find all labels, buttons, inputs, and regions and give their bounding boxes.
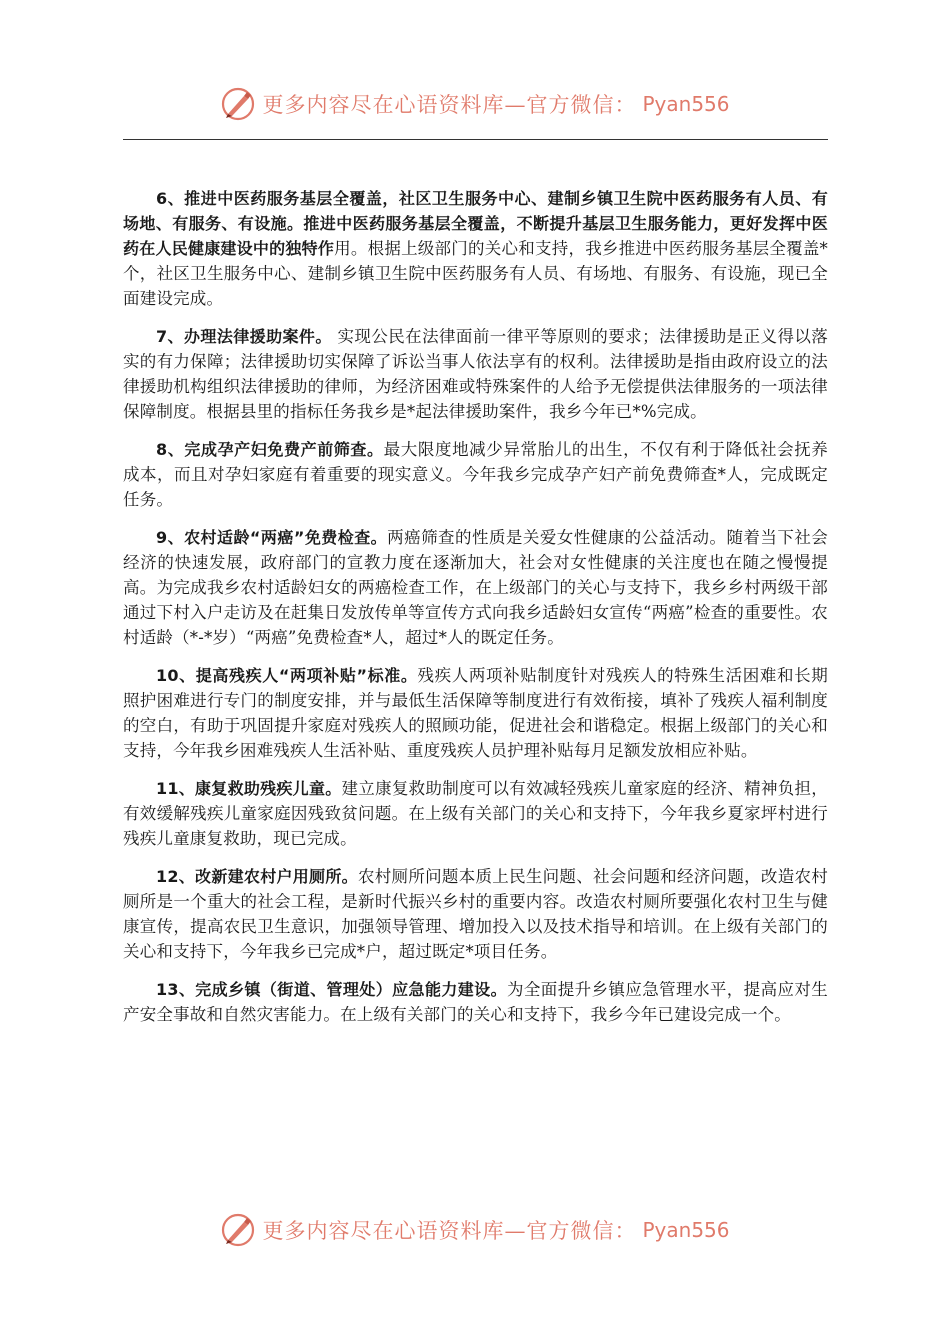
paragraph-heading: 6、推进中医药服务基层全覆盖，社区卫生服务中心、建制乡镇卫生院中医药服务有人员、有场地、有服务、有设施。推进中医药服务基层全覆盖，不断提升基层卫生服务能力，更好发挥中医药在人民健康建设中的独特作 (123, 189, 828, 258)
watermark-handle: Pyan556 (642, 92, 730, 116)
paragraph-text: 为全面提升乡镇应急管理水平，提高应对生产安全事故和自然灾害能力。在上级有关部门的关心和支持下，我乡今年已建设完成一个。 (123, 980, 828, 1024)
footer-watermark (0, 1210, 950, 1250)
watermark-handle: Pyan556 (642, 1218, 730, 1242)
paragraph-heading: 7、办理法律援助案件。 (156, 327, 332, 346)
paragraph-12 (123, 864, 828, 964)
paragraph-heading: 11、康复救助残疾儿童。 (156, 779, 342, 798)
header-watermark (0, 84, 950, 124)
paragraph-heading: 12、改新建农村户用厕所。 (156, 867, 358, 886)
paragraph-11 (123, 776, 828, 851)
paragraph-text: 两癌筛查的性质是关爱女性健康的公益活动。随着当下社会经济的快速发展，政府部门的宣教力度在逐渐加大，社会对女性健康的关注度也在随之慢慢提高。为完成我乡农村适龄妇女的两癌检查工作，在上级部门的关心与支持下，我乡乡村两级干部通过下村入户走访及在赶集日发放传单等宣传方式向我乡适龄妇女宣传“两癌”检查的重要性。农村适龄（*-*岁）“两癌”免费检查*人，超过*人的既定任务。 (123, 528, 828, 647)
paragraph-text: 建立康复救助制度可以有效减轻残疾儿童家庭的经济、精神负担，有效缓解残疾儿童家庭因残致贫问题。在上级有关部门的关心和支持下，今年我乡夏家坪村进行残疾儿童康复救助，现已完成。 (123, 779, 828, 848)
paragraph-text: 农村厕所问题本质上民生问题、社会问题和经济问题，改造农村厕所是一个重大的社会工程，是新时代振兴乡村的重要内容。改造农村厕所要强化农村卫生与健康宣传，提高农民卫生意识，加强领导管理、增加投入以及技术指导和培训。在上级有关部门的关心和支持下，今年我乡已完成*户，超过既定*项目任务。 (123, 867, 828, 961)
paragraph-text: 用。根据上级部门的关心和支持，我乡推进中医药服务基层全覆盖*个，社区卫生服务中心、建制乡镇卫生院中医药服务有人员、有场地、有服务、有设施，现已全面建设完成。 (123, 239, 828, 308)
paragraph-7 (123, 324, 828, 424)
paragraph-heading: 10、提高残疾人“两项补贴”标准。 (156, 666, 418, 685)
paragraph-6 (123, 186, 828, 311)
paragraph-heading: 8、完成孕产妇免费产前筛查。 (156, 440, 384, 459)
paragraph-heading: 13、完成乡镇（街道、管理处）应急能力建设。 (156, 980, 507, 999)
paragraph-10 (123, 663, 828, 763)
document-body (123, 186, 828, 1040)
pen-logo-icon (220, 1212, 256, 1248)
paragraph-text: 残疾人两项补贴制度针对残疾人的特殊生活困难和长期照护困难进行专门的制度安排，并与最低生活保障等制度进行有效衔接，填补了残疾人福利制度的空白，有助于巩固提升家庭对残疾人的照顾功能，促进社会和谐稳定。根据上级部门的关心和支持，今年我乡困难残疾人生活补贴、重度残疾人员护理补贴每月足额发放相应补贴。 (123, 666, 828, 760)
paragraph-13 (123, 977, 828, 1027)
paragraph-text: 最大限度地减少异常胎儿的出生，不仅有利于降低社会抚养成本，而且对孕妇家庭有着重要的现实意义。今年我乡完成孕产妇产前免费筛查*人，完成既定任务。 (123, 440, 829, 509)
watermark-text: 更多内容尽在心语资料库—官方微信： (262, 1219, 637, 1243)
paragraph-8 (123, 437, 828, 512)
paragraph-heading: 9、农村适龄“两癌”免费检查。 (156, 528, 388, 547)
paragraph-9 (123, 525, 828, 650)
pen-logo-icon (220, 86, 256, 122)
watermark-text: 更多内容尽在心语资料库—官方微信： (262, 93, 637, 117)
header-divider (123, 139, 828, 140)
paragraph-text: 实现公民在法律面前一律平等原则的要求；法律援助是正义得以落实的有力保障；法律援助切实保障了诉讼当事人依法享有的权利。法律援助是指由政府设立的法律援助机构组织法律援助的律师，为经济困难或特殊案件的人给予无偿提供法律服务的一项法律保障制度。根据县里的指标任务我乡是*起法律援助案件，我乡今年已*%完成。 (123, 327, 828, 421)
